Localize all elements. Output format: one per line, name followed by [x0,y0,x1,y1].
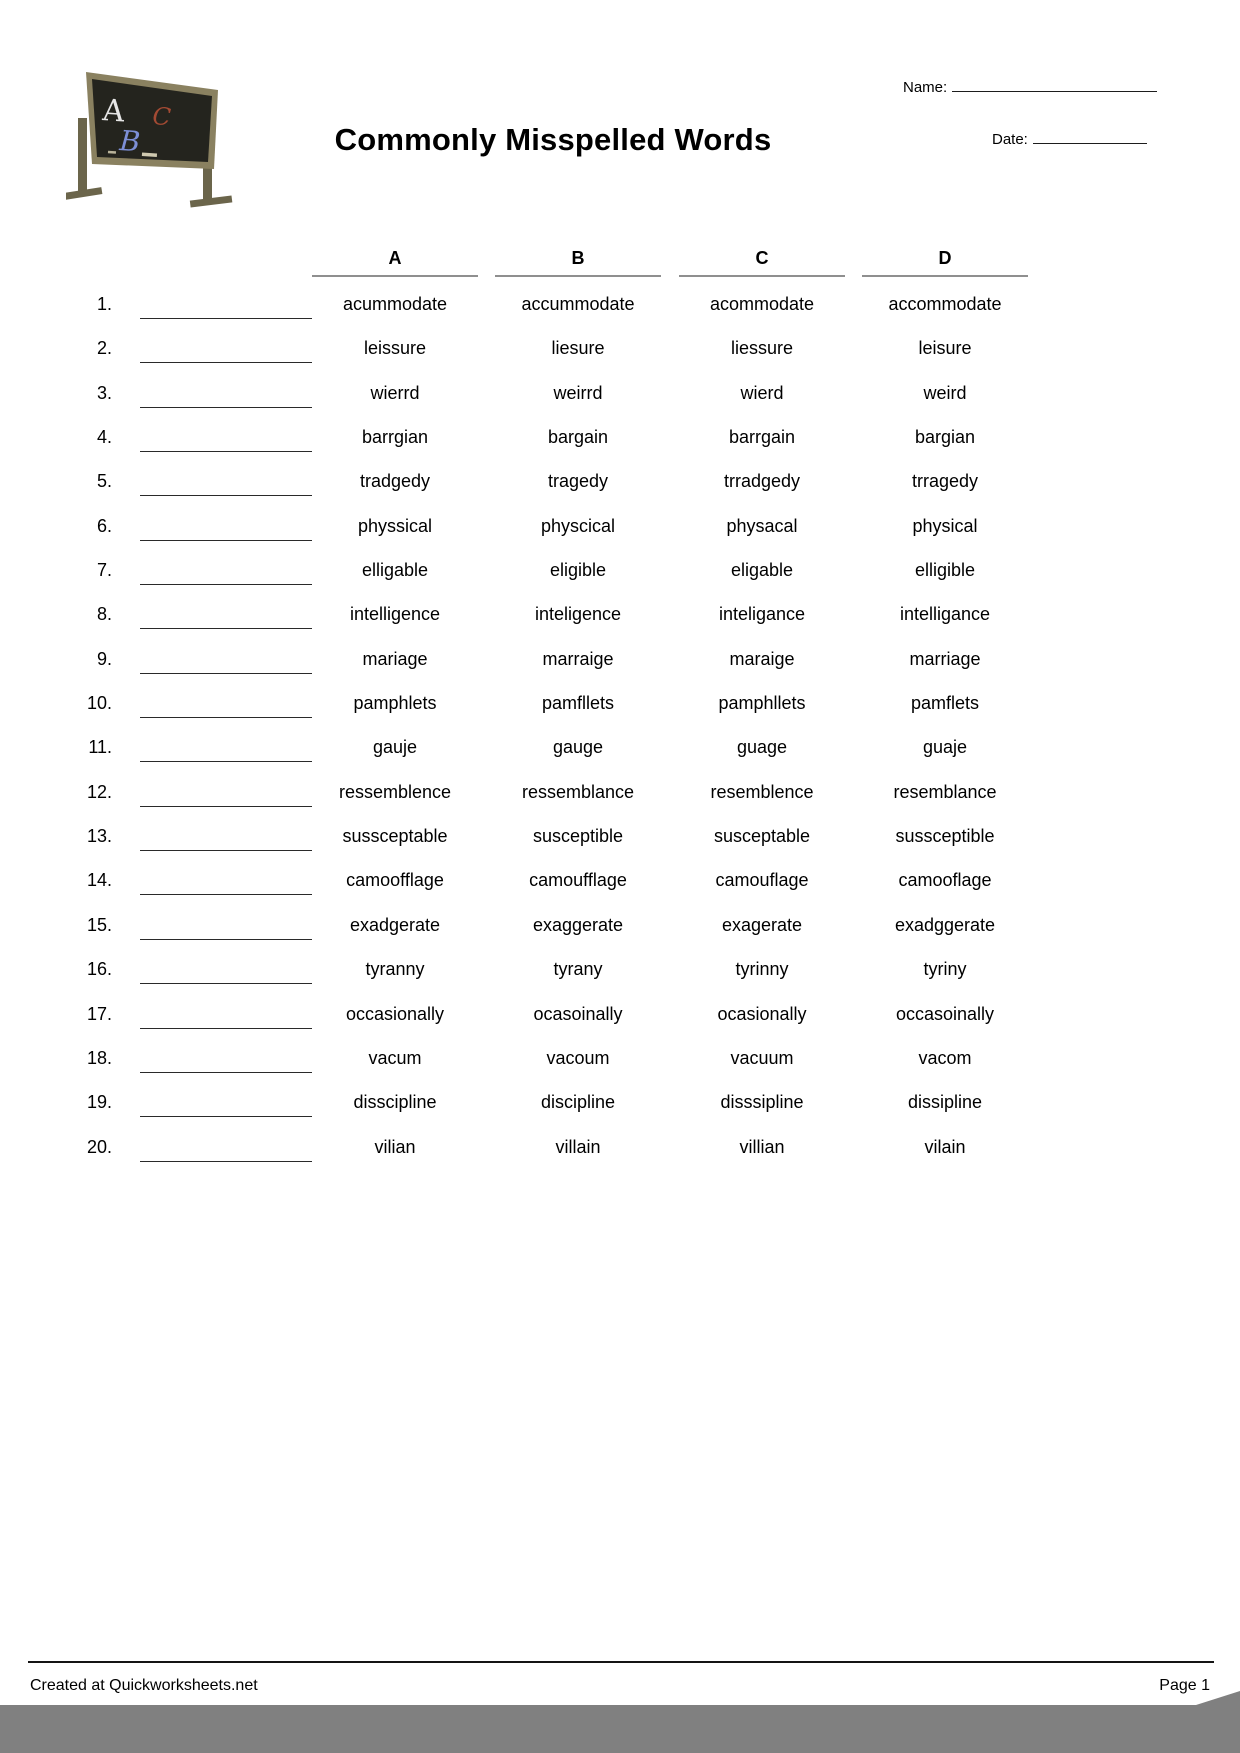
word-option-c: villian [739,1136,785,1157]
answer-blank-line [140,761,312,762]
answer-blank-line [140,1028,312,1029]
word-option-a: physsical [357,515,433,536]
question-row [0,906,1240,950]
word-option-b: accummodate [521,294,635,314]
word-option-c: tyrinny [735,959,789,980]
question-row [0,861,1240,905]
word-option-c: exagerate [721,914,803,935]
word-option-b: susceptible [532,826,624,847]
column-header-a [312,248,478,277]
word-option-c: wierd [740,382,784,403]
answer-blank-line [140,850,312,851]
question-row [0,1039,1240,1083]
word-option-d: elligible [914,560,976,581]
word-option-a: acummodate [342,294,448,314]
word-option-b: gauge [552,737,604,758]
word-option-b: ressemblance [521,781,635,802]
word-option-b: bargain [547,427,609,448]
question-number: 9. [96,648,112,669]
word-option-a: occasionally [345,1003,445,1024]
answer-blank-line [140,362,312,363]
answer-blank-line [140,806,312,807]
word-option-d: sussceptible [895,826,995,847]
word-option-d: exadggerate [894,914,996,935]
question-row [0,462,1240,506]
word-option-d: camooflage [898,870,992,891]
column-underline [862,275,1028,277]
question-number: 20. [86,1136,112,1157]
answer-blank-line [140,407,312,408]
word-option-d: leisure [918,338,972,359]
word-option-d: trragedy [911,471,979,492]
question-row [0,507,1240,551]
word-option-a: pamphlets [353,693,437,714]
question-row [0,1083,1240,1127]
word-option-a: sussceptable [342,826,448,847]
word-option-c: guage [736,737,788,758]
word-table [0,285,1240,1172]
word-option-c: trradgedy [723,471,801,492]
answer-blank-line [140,540,312,541]
footer-page-number: Page 1 [1159,1677,1210,1694]
word-option-a: tyranny [365,959,425,980]
date-field-row [992,130,1147,148]
word-option-c: ocasionally [717,1003,807,1024]
word-option-a: wierrd [370,382,420,403]
question-row [0,551,1240,595]
word-option-a: mariage [362,648,428,669]
chalk-letter-a: A [101,93,126,130]
word-option-b: liesure [551,338,605,359]
page-corner-shadow [1196,1691,1240,1705]
word-option-b: exaggerate [532,914,624,935]
column-header-b [495,248,661,277]
word-option-a: vacum [368,1047,422,1068]
footer-divider [28,1661,1214,1663]
word-option-c: camouflage [715,870,809,891]
chalkboard-logo [66,68,236,218]
word-option-d: vilain [924,1136,966,1157]
answer-blank-line [140,939,312,940]
word-option-c: barrgain [728,427,796,448]
word-option-a: vilian [374,1136,416,1157]
footer-credit: Created at Quickworksheets.net [30,1677,258,1694]
question-number: 17. [86,1003,112,1024]
question-number: 2. [96,338,112,359]
word-option-b: villain [555,1136,601,1157]
word-option-c: physacal [726,515,798,536]
word-option-c: vacuum [730,1047,794,1068]
chalk-letter-b: B [118,124,142,159]
question-number: 11. [88,737,112,758]
column-header-d [862,248,1028,277]
question-number: 14. [86,870,112,891]
word-option-a: gauje [372,737,418,758]
word-option-d: resemblance [893,781,997,802]
word-option-c: inteligance [718,604,806,625]
question-row [0,1128,1240,1172]
name-blank-line [952,78,1157,92]
word-option-c: resemblence [710,781,814,802]
word-option-a: barrgian [361,427,429,448]
word-option-d: pamflets [910,693,980,714]
answer-blank-line [140,495,312,496]
word-option-b: tragedy [547,471,609,492]
column-letter: A [388,248,402,268]
column-letter: B [571,248,585,268]
question-row [0,950,1240,994]
page-title: Commonly Misspelled Words [334,122,772,157]
answer-blank-line [140,717,312,718]
word-option-b: discipline [540,1092,616,1113]
word-option-a: leissure [363,338,427,359]
question-number: 18. [86,1047,112,1068]
question-row [0,285,1240,329]
name-label: Name: [903,79,948,96]
answer-blank-line [140,894,312,895]
word-option-c: eligable [730,560,794,581]
word-option-b: marraige [542,648,614,669]
question-row [0,728,1240,772]
column-letter: C [755,248,769,268]
word-option-b: tyrany [553,959,603,980]
answer-blank-line [140,1116,312,1117]
question-row [0,684,1240,728]
word-option-c: acommodate [709,294,815,314]
word-option-d: dissipline [907,1092,983,1113]
word-option-a: intelligence [349,604,441,625]
answer-blank-line [140,1161,312,1162]
question-row [0,329,1240,373]
answer-blank-line [140,451,312,452]
date-blank-line [1033,130,1147,144]
question-number: 16. [86,959,112,980]
word-option-d: vacom [918,1047,972,1068]
word-option-b: ocasoinally [533,1003,623,1024]
word-option-a: tradgedy [359,471,431,492]
question-number: 12. [86,781,112,802]
question-number: 13. [86,826,112,847]
question-row [0,817,1240,861]
question-number: 1. [96,294,112,314]
question-number: 7. [96,560,112,581]
date-label: Date: [992,131,1028,148]
word-option-d: guaje [922,737,968,758]
word-option-b: physcical [540,515,616,536]
word-option-d: marriage [909,648,981,669]
word-option-b: eligible [549,560,607,581]
answer-blank-line [140,628,312,629]
word-option-a: disscipline [353,1092,437,1113]
word-option-a: ressemblence [338,781,452,802]
question-number: 8. [96,604,112,625]
word-option-b: camoufflage [529,870,627,891]
question-number: 10. [86,693,112,714]
word-option-a: exadgerate [349,914,441,935]
question-row [0,773,1240,817]
chalk-letter-c: C [151,102,172,132]
answer-blank-line [140,673,312,674]
word-option-c: susceptable [713,826,811,847]
answer-blank-line [140,584,312,585]
word-option-d: occasoinally [895,1003,995,1024]
column-underline [312,275,478,277]
question-number: 5. [96,471,112,492]
chalkboard-left-leg [78,118,87,194]
question-number: 19. [86,1092,112,1113]
answer-blank-line [140,1072,312,1073]
question-number: 15. [86,914,112,935]
question-number: 6. [96,515,112,536]
word-option-a: camoofflage [346,870,444,891]
question-row [0,418,1240,462]
column-underline [679,275,845,277]
word-option-c: liessure [730,338,794,359]
word-option-d: intelligance [899,604,991,625]
question-row [0,595,1240,639]
question-number: 3. [96,382,112,403]
question-number: 4. [96,427,112,448]
word-option-a: elligable [361,560,429,581]
word-option-b: inteligence [534,604,622,625]
column-letter: D [938,248,952,268]
word-option-b: weirrd [553,382,603,403]
column-header-c [679,248,845,277]
answer-blank-line [140,983,312,984]
word-option-c: disssipline [720,1092,804,1113]
question-row [0,374,1240,418]
word-option-b: vacoum [546,1047,610,1068]
word-option-c: pamphllets [718,693,806,714]
word-option-b: pamfllets [541,693,615,714]
question-row [0,640,1240,684]
column-underline [495,275,661,277]
name-field-row [903,78,1157,96]
word-option-c: maraige [729,648,795,669]
answer-blank-line [140,318,312,319]
page-bottom-band [0,1705,1240,1753]
word-option-d: bargian [914,427,976,448]
word-option-d: accommodate [888,294,1002,314]
word-option-d: weird [923,382,967,403]
word-option-d: physical [912,515,978,536]
word-option-d: tyriny [923,959,967,980]
question-row [0,995,1240,1039]
